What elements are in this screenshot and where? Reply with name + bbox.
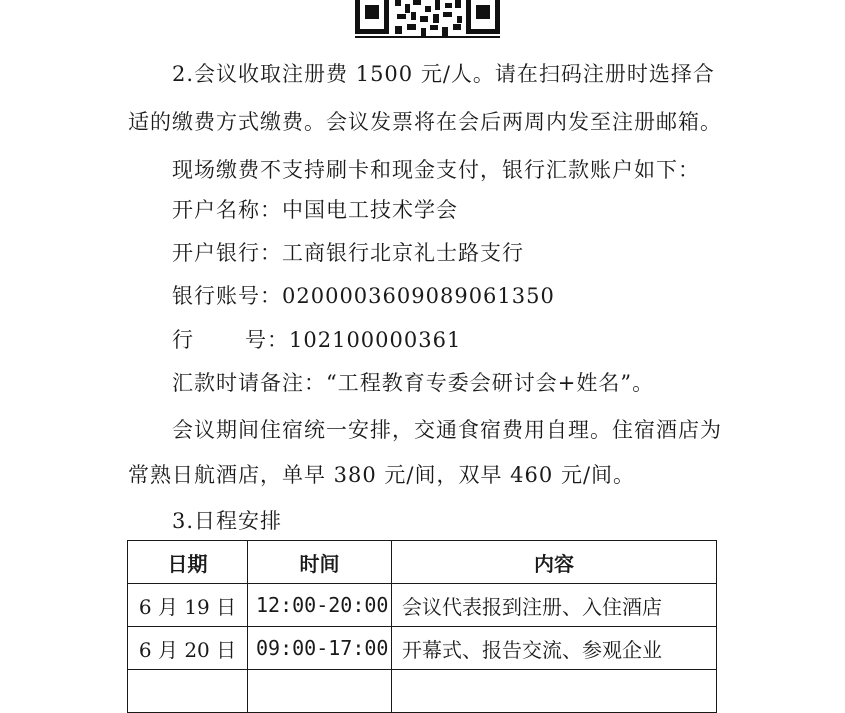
- fee-line-2: 适的缴费方式缴费。会议发票将在会后两周内发至注册邮箱。: [128, 110, 722, 134]
- row-time: 12:00-20:00: [248, 584, 392, 627]
- fee-line-1: 2.会议收取注册费 1500 元/人。请在扫码注册时选择合: [172, 62, 715, 86]
- table-row: [128, 627, 717, 670]
- table-row: [128, 584, 717, 627]
- row-time: 09:00-17:00: [248, 627, 392, 670]
- hotel-line-2: 常熟日航酒店，单早 380 元/间，双早 460 元/间。: [128, 463, 636, 487]
- row-content: 开幕式、报告交流、参观企业: [392, 627, 717, 670]
- row-content: 会议代表报到注册、入住酒店: [392, 584, 717, 627]
- schedule-header-row: [128, 541, 717, 584]
- header-date: 日期: [128, 541, 248, 584]
- hotel-line-1: 会议期间住宿统一安排，交通食宿费用自理。住宿酒店为: [172, 418, 722, 442]
- bank-name: 开户银行：工商银行北京礼士路支行: [172, 241, 524, 265]
- registration-qr-code: [355, 0, 500, 38]
- remittance-note: 汇款时请备注：“工程教育专委会研讨会+姓名”。: [172, 371, 655, 395]
- payment-note: 现场缴费不支持刷卡和现金支付，银行汇款账户如下：: [172, 158, 700, 182]
- bank-code-label: 行: [172, 328, 194, 352]
- row-date: 6 月 20 日: [128, 627, 248, 670]
- row-date: 6 月 19 日: [128, 584, 248, 627]
- table-row: [128, 670, 717, 713]
- account-name: 开户名称：中国电工技术学会: [172, 198, 458, 222]
- schedule-heading: 3.日程安排: [172, 509, 283, 533]
- bank-code: 号：102100000361: [245, 328, 462, 352]
- header-time: 时间: [248, 541, 392, 584]
- account-number: 银行账号：0200003609089061350: [172, 284, 555, 308]
- header-content: 内容: [392, 541, 717, 584]
- schedule-table: [127, 540, 717, 713]
